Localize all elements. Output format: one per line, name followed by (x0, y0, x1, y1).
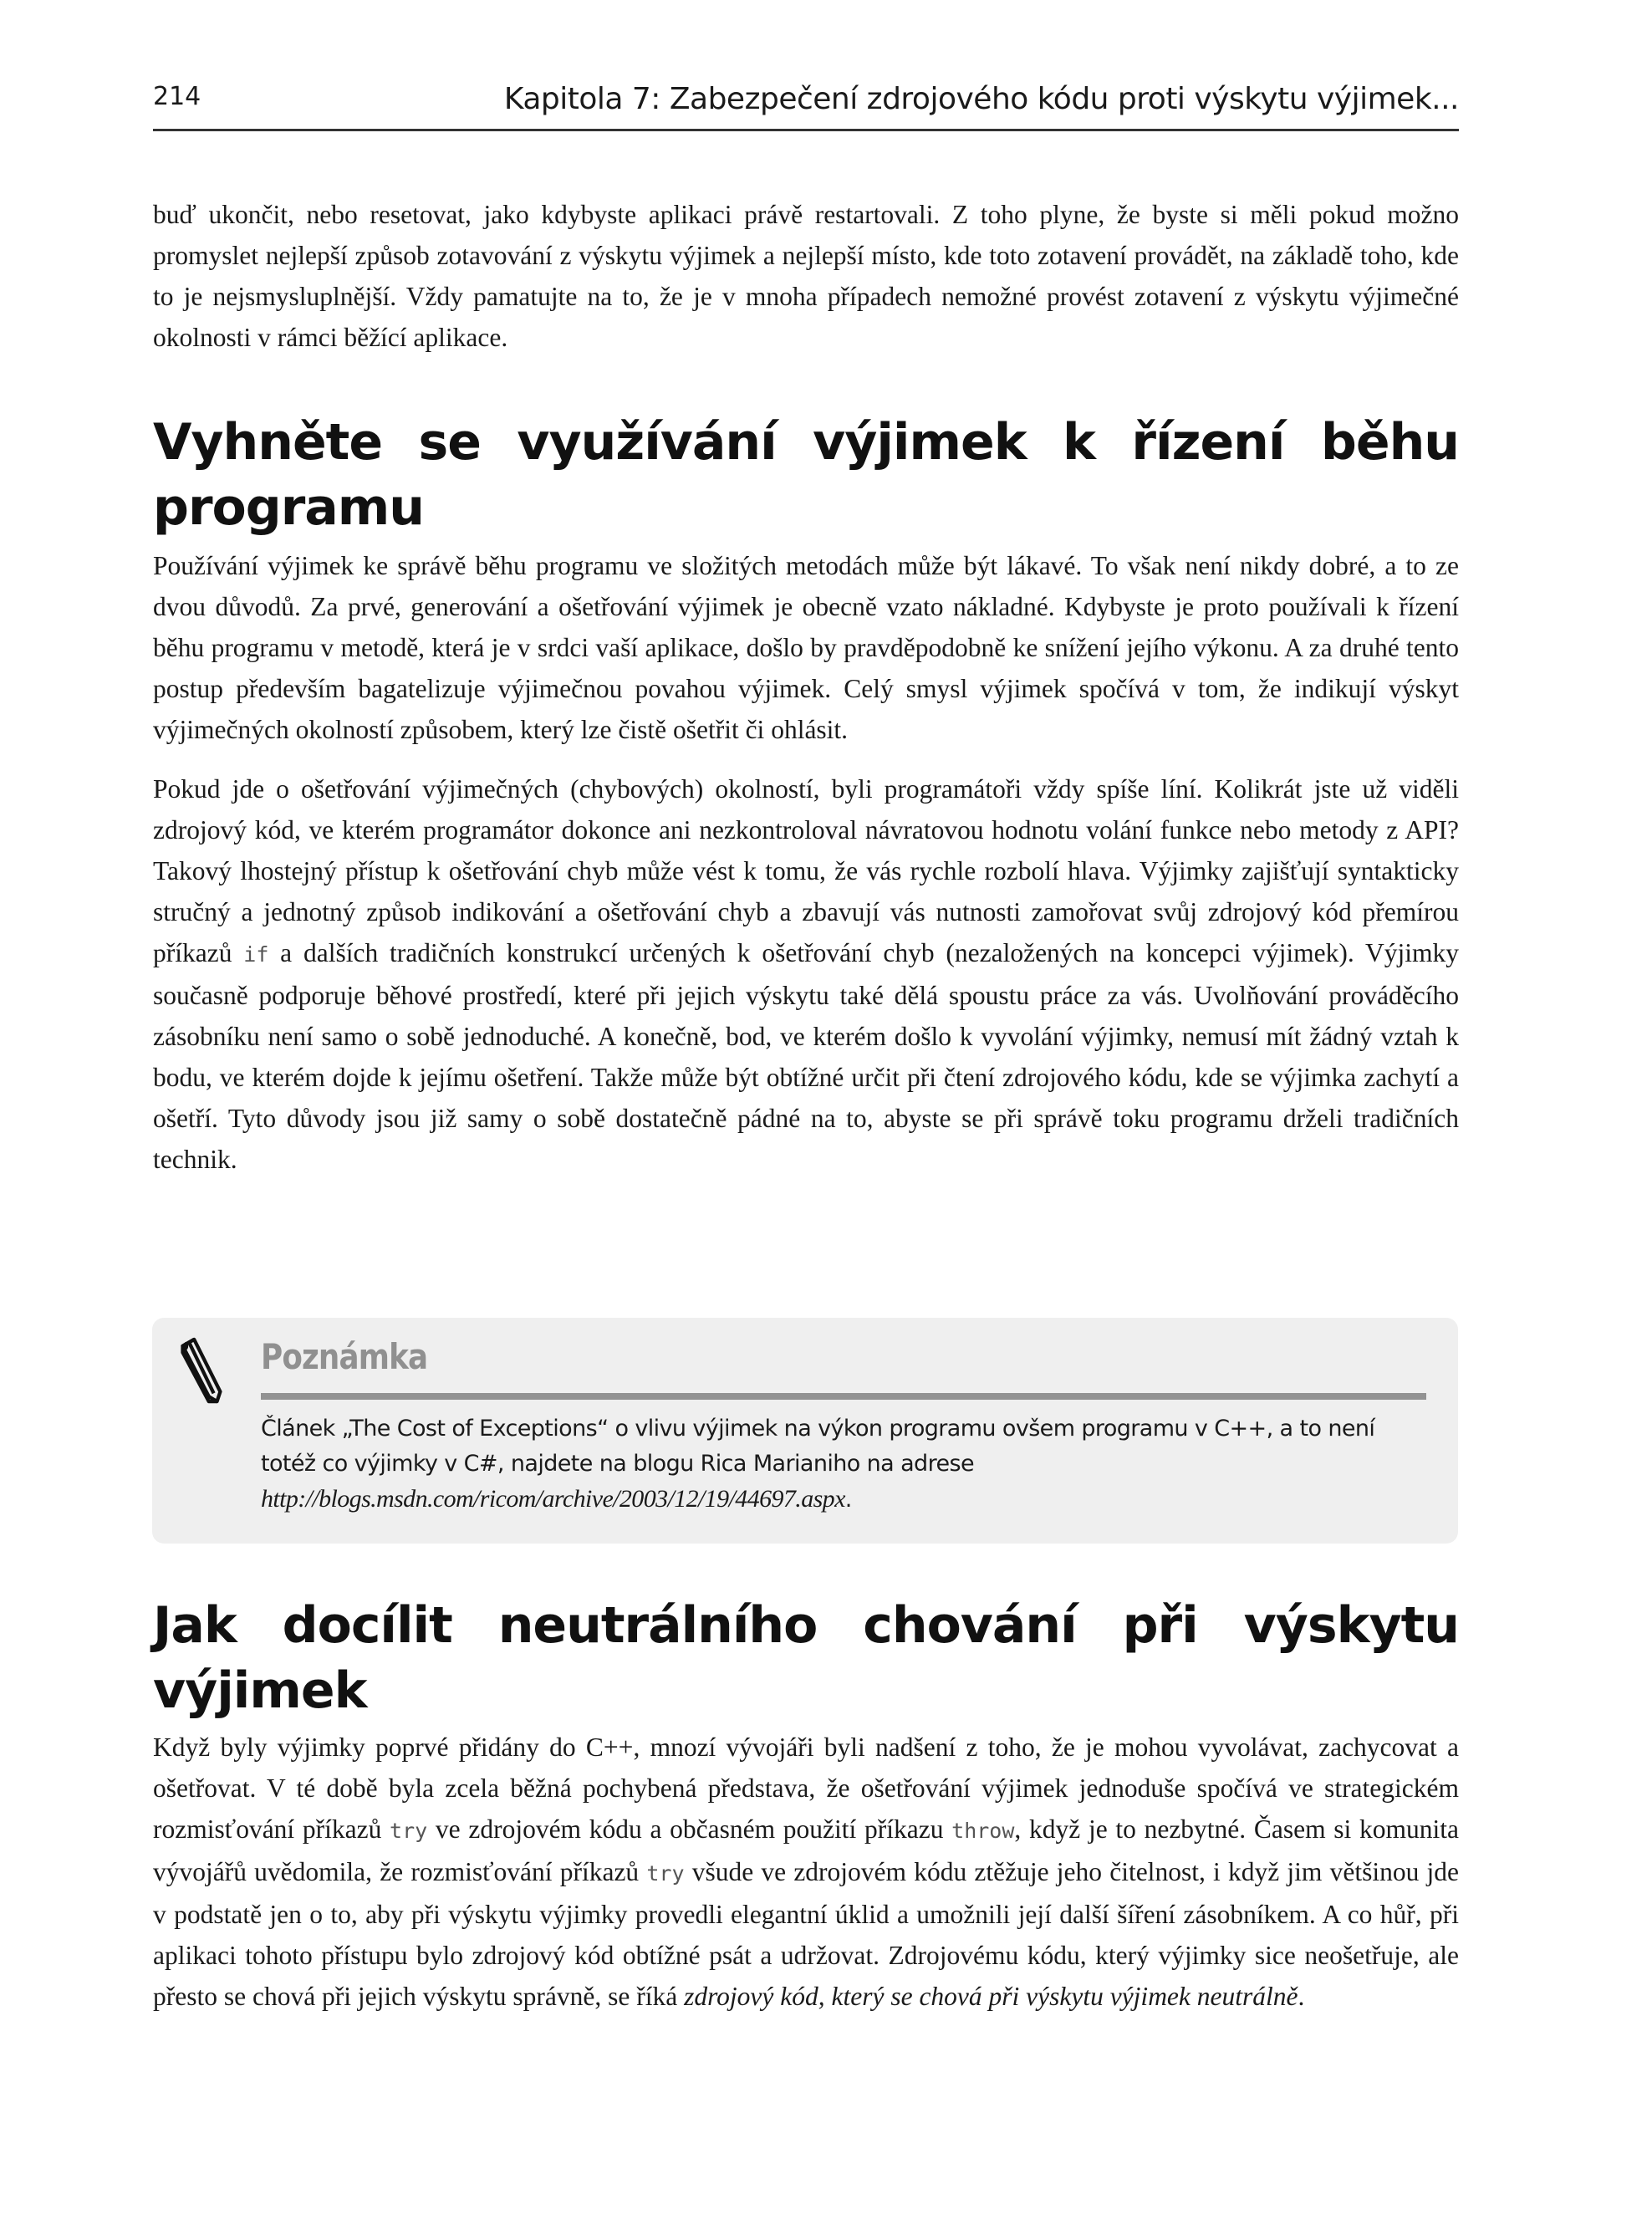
paragraph (153, 768, 1459, 1180)
text: Když byly výjimky poprvé přidány do C++, mnozí vývojáři byli nadšení z toho, že je mohou vyvolávat, zachycovat a ošetřovat. V té době byla zcela běžná pochybená představa, že ošetřování výjimek jednoduše spočívá ve strategickém rozmisťování příkazů (153, 1733, 1459, 1844)
note-text (261, 1411, 1416, 1518)
section-heading: Vyhněte se využívání výjimek k řízení běhu programu (153, 413, 1459, 537)
intro-paragraph: buď ukončit, nebo resetovat, jako kdybyste aplikaci právě restartovali. Z toho plyne, že byste si měli pokud možno promyslet nejlepší způsob zotavování z výskytu výjimek a nejlepší místo, kde toto zotavení provádět, na základě toho, kde to je nejsmysluplnější. Vždy pamatujte na to, že je v mnoha případech nemožné provést zotavení z výskytu výjimečné okolnosti v rámci běžící aplikace. (153, 200, 1459, 352)
text: . (1298, 1982, 1305, 2011)
code-inline: if (243, 942, 269, 967)
page-header (153, 77, 1459, 131)
text: ve zdrojovém kódu a občasném použití příkazu (427, 1814, 952, 1844)
intro-block (153, 194, 1459, 376)
section-heading: Jak docílit neutrálního chování při výskytu výjimek (153, 1596, 1459, 1720)
page-number: 214 (153, 82, 201, 111)
code-inline: try (390, 1819, 428, 1843)
pencil-icon (177, 1336, 224, 1405)
paragraph (153, 1727, 1459, 2017)
text: všude ve zdrojovém kódu ztěžuje jeho čitelnost, i když jim většinou jde v podstatě jen o to, aby při výskytu výjimky provedli elegantní úklid a umožnili její další šíření zásobníkem. A co hůř, při aplikaci tohoto přístupu bylo zdrojový kód obtížné psát a udržovat. Zdrojovému kódu, který výjimky sice neošetřuje, ale přesto se chová při jejich výskytu správně, se říká (153, 1857, 1460, 2011)
text: , když je to nezbytné. Časem si komunita vývojářů uvědomila, že rozmisťování příkazů (153, 1814, 1459, 1886)
note-title: Poznámka (261, 1336, 428, 1377)
note-link[interactable]: http://blogs.msdn.com/ricom/archive/2003/12/19/44697.aspx (261, 1485, 845, 1513)
code-inline: throw (951, 1819, 1015, 1843)
section-exceptions-flow (153, 410, 1459, 1198)
text: Pokud jde o ošetřování výjimečných (chybových) okolností, byli programátoři vždy spíše líní. Kolikrát jste už viděli zdrojový kód, ve kterém programátor dokonce ani nezkontroloval návratovou hodnotu volání funkce nebo metody z API? Takový lhostejný přístup k ošetřování chyb může vést k tomu, že vás rychle rozbolí hlava. Výjimky zajišťují syntakticky stručný a jednotný způsob indikování a ošetřování chyb a zbavují vás nutnosti zamořovat svůj zdrojový kód přemírou příkazů (153, 774, 1459, 967)
note-box (152, 1318, 1458, 1544)
code-inline: try (646, 1861, 685, 1886)
text: a dalších tradičních konstrukcí určených k ošetřování chyb (nezaložených na koncepci výjimek). Výjimky současně podporuje běhové prostředí, které při jejich výskytu také dělá spoustu práce za vás. Uvolňování prováděcího zásobníku není samo o sobě jednoduché. A konečně, bod, ve kterém došlo k vyvolání výjimky, nemusí mít žádný vztah k bodu, ve kterém dojde k jejímu ošetření. Takže může být obtížné určit při čtení zdrojového kódu, kde se výjimka zachytí a ošetří. Tyto důvody jsou již samy o sobě dostatečně pádné na to, abyste se při správě toku programu drželi tradičních technik. (153, 938, 1459, 1174)
paragraph: Používání výjimek ke správě běhu programu ve složitých metodách může být lákavé. To však není nikdy dobré, a to ze dvou důvodů. Za prvé, generování a ošetřování výjimek je obecně vzato nákladné. Kdybyste je proto používali k řízení běhu programu v metodě, která je v srdci vaší aplikace, došlo by pravděpodobně ke snížení jejího výkonu. A za druhé tento postup především bagatelizuje výjimečnou povahou výjimek. Celý smysl výjimek spočívá v tom, že indikují výskyt výjimečných okolností způsobem, který lze čistě ošetřit či ohlásit. (153, 551, 1459, 744)
section-exception-neutral (153, 1593, 1459, 2035)
text: Článek „The Cost of Exceptions“ o vlivu výjimek na výkon programu ovšem programu v C++, a to není totéž co výjimky v C#, najdete na blogu Rica Marianiho na adrese (261, 1416, 1375, 1477)
chapter-title: Kapitola 7: Zabezpečení zdrojového kódu proti výskytu výjimek... (503, 82, 1459, 116)
text: . (844, 1487, 852, 1513)
italic-term: zdrojový kód, který se chová při výskytu výjimek neutrálně (684, 1982, 1298, 2011)
note-divider (261, 1393, 1426, 1400)
